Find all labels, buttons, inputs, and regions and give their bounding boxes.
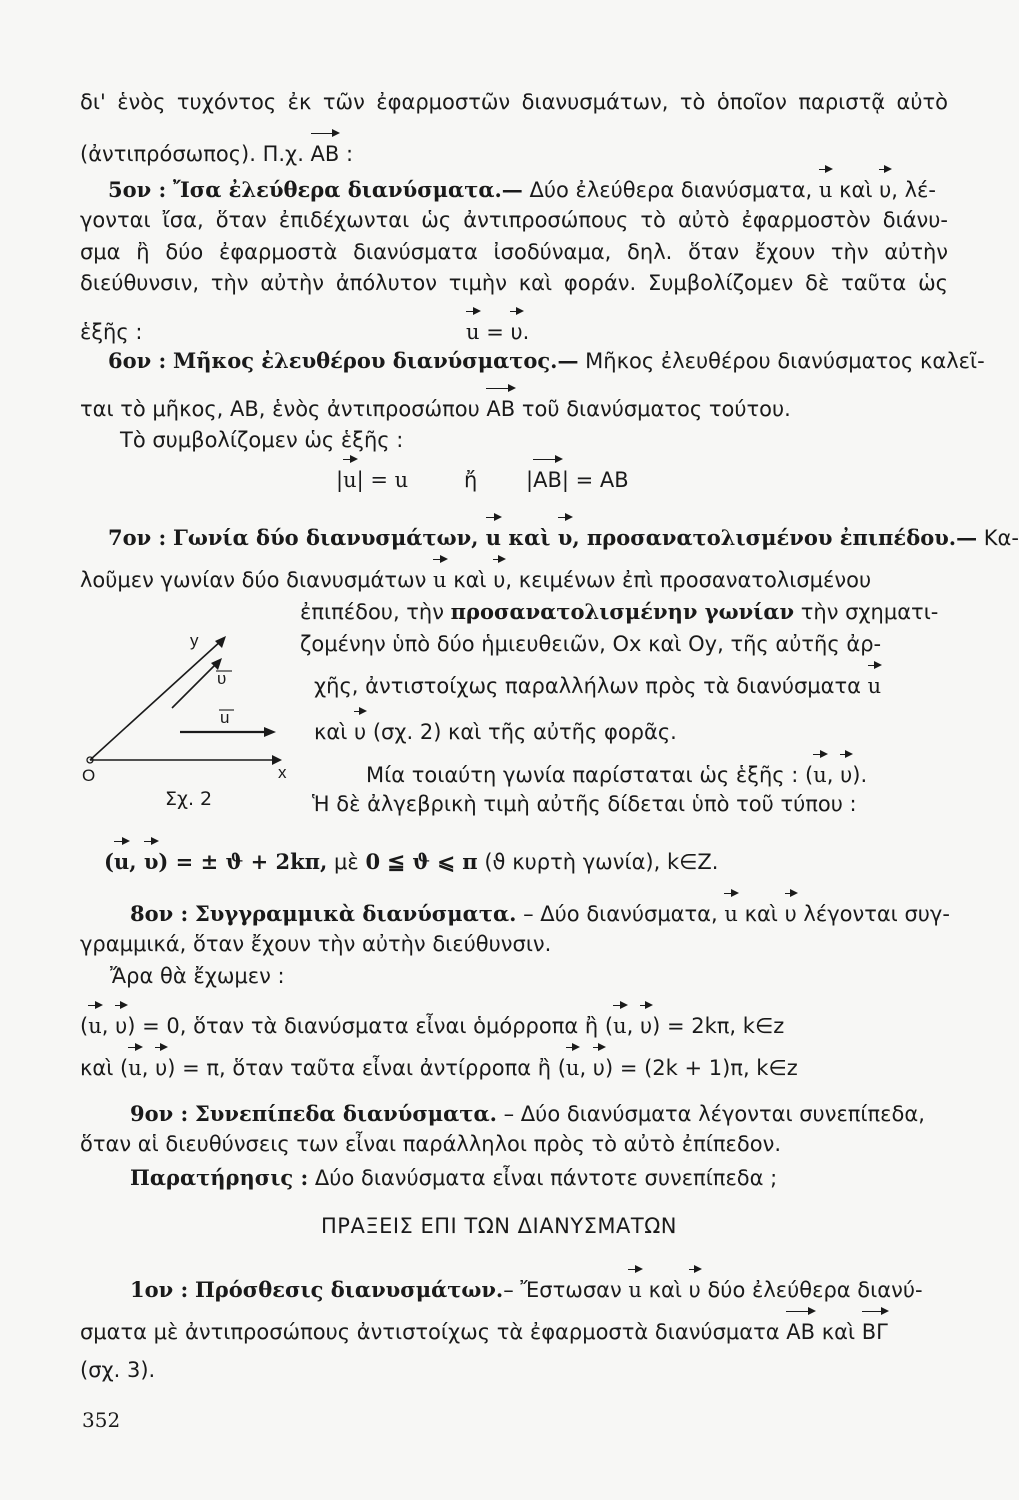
section-5-line-2: γονται ἴσα, ὅταν ἐπιδέχωνται ὡς ἀντιπροσώπους τὸ αὐτὸ ἐφαρμοστὸν διάνυ- [80, 208, 948, 232]
vector-u: u [818, 178, 833, 202]
page-number: 352 [82, 1408, 121, 1432]
label-u: u [220, 708, 230, 727]
label-x: x [278, 763, 287, 782]
section-8-line-3: Ἄρα θὰ ἔχωμεν : [110, 964, 285, 988]
section-7-line-2: λοῦμεν γωνίαν δύο διανυσμάτων u καὶ υ, κειμένων ἐπὶ προσανατολισμένου [80, 568, 872, 592]
section-1-line-2: σματα μὲ ἀντιπροσώπους ἀντιστοίχως τὰ ἐφαρμοστὰ διανύσματα AB καὶ BΓ [80, 1320, 888, 1344]
section-6-line-2: ται τὸ μῆκος, AB, ἑνὸς ἀντιπροσώπου AB τοῦ διανύσματος τούτου. [80, 397, 791, 421]
section-6-line-3: Τὸ συμβολίζομεν ὡς ἑξῆς : [120, 428, 404, 452]
label-y: y [190, 631, 199, 650]
section-1-line-3: (σχ. 3). [80, 1358, 156, 1382]
section-6-or: ἤ [464, 468, 478, 492]
vector-ab: AB [310, 142, 340, 166]
figure-2-caption: Σχ. 2 [165, 788, 213, 810]
section-5-heading: 5ον : Ἴσα ἐλεύθερα διανύσματα.— Δύο ἐλεύθερα διανύσματα, u καὶ υ, λέ- [108, 177, 936, 202]
section-9-note: Παρατήρησις : Δύο διανύσματα εἶναι πάντοτε συνεπίπεδα ; [130, 1165, 778, 1190]
label-o: O [82, 766, 96, 785]
section-7-line-4: ζομένην ὑπὸ δύο ἡμιευθειῶν, Ox καὶ Oy, τῆς αὐτῆς ἀρ- [300, 632, 882, 656]
section-7-line-5: χῆς, ἀντιστοίχως παραλλήλων πρὸς τὰ διανύσματα u [314, 674, 882, 698]
section-7-heading: 7ον : Γωνία δύο διανυσμάτων, u καὶ υ, προσανατολισμένου ἐπιπέδου.— Κα- [108, 525, 1019, 550]
section-9-heading: 9ον : Συνεπίπεδα διανύσματα. – Δύο διανύσματα λέγονται συνεπίπεδα, [130, 1101, 925, 1126]
section-1-heading: 1ον : Πρόσθεσις διανυσμάτων.– Ἔστωσαν u καὶ υ δύο ἐλεύθερα διανύ- [130, 1277, 923, 1302]
section-7-line-8: Ἡ δὲ ἀλγεβρικὴ τιμὴ αὐτῆς δίδεται ὑπὸ τοῦ τύπου : [312, 792, 857, 816]
intro-line-1: δι' ἑνὸς τυχόντος ἐκ τῶν ἐφαρμοστῶν διανυσμάτων, τὸ ὁποῖον παριστᾷ αὐτὸ [80, 90, 948, 114]
ray-oy-arrow [215, 636, 226, 648]
section-heading-operations: ΠΡΑΞΕΙΣ ΕΠΙ ΤΩΝ ΔΙΑΝΥΣΜΑΤΩΝ [321, 1214, 677, 1238]
section-5-line-4: διεύθυνσιν, τὴν αὐτὴν ἀπόλυτον τιμὴν καὶ φοράν. Συμβολίζομεν δὲ ταῦτα ὡς [80, 271, 948, 295]
ray-oy [90, 640, 222, 760]
section-5-line-3: σμα ἢ δύο ἐφαρμοστὰ διανύσματα ἰσοδύναμα, δηλ. ὅταν ἔχουν τὴν αὐτὴν [80, 240, 948, 264]
section-8-formula-2: καὶ (u, υ) = π, ὅταν ταῦτα εἶναι ἀντίρροπα ἢ (u, υ) = (2k + 1)π, k∈z [80, 1056, 798, 1080]
section-5-equation: u = υ. [466, 320, 530, 344]
vector-v: υ [879, 178, 892, 202]
section-7-line-3: ἐπιπέδου, τὴν προσανατολισμένην γωνίαν τὴν σχηματι- [300, 599, 939, 624]
intro-line-2: (ἀντιπρόσωπος). Π.χ. AB : [80, 142, 354, 166]
section-7-line-6: καὶ υ (σχ. 2) καὶ τῆς αὐτῆς φορᾶς. [314, 720, 677, 744]
angle-formula: (u, υ) = ± ϑ + 2kπ, μὲ 0 ≦ ϑ ⩽ π (ϑ κυρτὴ γωνία), k∈Z. [104, 849, 719, 874]
vector-v-arrow [172, 662, 218, 708]
section-6-heading: 6ον : Μῆκος ἐλευθέρου διανύσματος.— Μῆκος ἐλευθέρου διανύσματος καλεῖ- [108, 348, 985, 373]
section-8-heading: 8ον : Συγγραμμικὰ διανύσματα. – Δύο διανύσματα, u καὶ υ λέγονται συγ- [130, 901, 950, 926]
section-6-formula: |u| = u [336, 468, 409, 492]
figure-2-angle-diagram [72, 628, 292, 788]
section-7-line-7: Μία τοιαύτη γωνία παρίσταται ὡς ἑξῆς : (u, υ). [366, 763, 868, 787]
section-8-formula-1: (u, υ) = 0, ὅταν τὰ διανύσματα εἶναι ὁμόρροπα ἢ (u, υ) = 2kπ, k∈z [80, 1014, 785, 1038]
section-6-formula-ab: |AB| = AB [526, 468, 629, 492]
section-5-label: ἑξῆς : [80, 320, 143, 344]
section-8-line-2: γραμμικά, ὅταν ἔχουν τὴν αὐτὴν διεύθυνσιν. [80, 932, 552, 956]
label-v: υ [217, 669, 227, 688]
section-9-line-2: ὅταν αἱ διευθύνσεις των εἶναι παράλληλοι πρὸς τὸ αὐτὸ ἐπίπεδον. [80, 1132, 781, 1156]
